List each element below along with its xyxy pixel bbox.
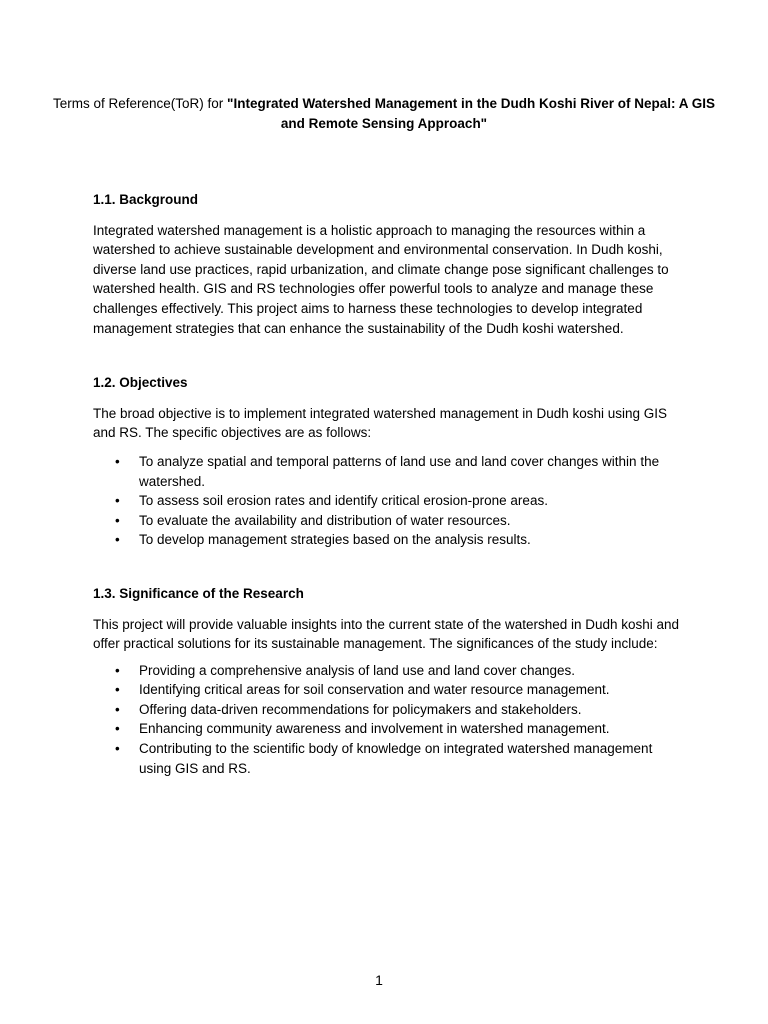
list-item [93,719,683,739]
bullet-icon: • [115,741,120,757]
list-item [93,739,683,778]
significance-paragraph: This project will provide valuable insights into the current state of the watershed in Dudh koshi and offer practical solutions for its sustainable management. The significances of the study include: [93,616,680,652]
page-number: 1 [375,972,383,988]
significance-list [93,661,683,779]
list-item [93,491,683,511]
bullet-icon: • [115,682,120,698]
bullet-icon: • [115,493,120,509]
objectives-paragraph: The broad objective is to implement integrated watershed management in Dudh koshi using GIS and RS. The specific objectives are as follows: [93,405,668,441]
list-item [93,511,683,531]
bullet-icon: • [115,512,120,528]
list-item [93,700,683,720]
list-item-text: Offering data-driven recommendations for policymakers and stakeholders. [139,701,582,717]
objectives-list [93,452,683,550]
section-heading-background: 1.1. Background [93,192,199,207]
bullet-icon: • [115,701,120,717]
section-background [93,190,683,338]
bullet-icon: • [115,453,120,469]
list-item-text: Contributing to the scientific body of knowledge on integrated watershed management using GIS and RS. [139,741,653,776]
section-significance [93,584,683,778]
bullet-icon: • [115,532,120,548]
list-item-text: Providing a comprehensive analysis of land use and land cover changes. [139,662,576,678]
list-item-text: To develop management strategies based on the analysis results. [139,532,531,548]
section-heading-objectives: 1.2. Objectives [93,375,188,391]
list-item [93,452,683,491]
list-item-text: To assess soil erosion rates and identify critical erosion-prone areas. [139,493,548,509]
document-body [93,190,683,814]
background-paragraph: Integrated watershed management is a holistic approach to managing the resources within a watershed to achieve sustainable development and environmental conservation. In Dudh koshi, diverse land use practices, rapid urbanization, and climate change pose significant challenges to watershed health. GIS and RS technologies offer powerful tools to analyze and manage these challenges effectively. This project aims to harness these technologies to develop integrated management strategies that can enhance the sustainability of the Dudh koshi watershed. [93,222,669,336]
bullet-icon: • [115,721,120,737]
list-item-text: To analyze spatial and temporal patterns of land use and land cover changes within the watershed. [139,453,660,489]
bullet-icon: • [115,662,120,678]
list-item-text: To evaluate the availability and distribution of water resources. [139,512,511,528]
list-item [93,530,683,550]
list-item [93,680,683,700]
document-title [40,94,728,134]
list-item-text: Enhancing community awareness and involvement in watershed management. [139,721,610,737]
title-prefix: Terms of Reference(ToR) for [52,96,228,111]
title-bold: "Integrated Watershed Management in the Dudh Koshi River of Nepal: A GIS and Remote Sensing Approach" [227,96,716,131]
list-item-text: Identifying critical areas for soil conservation and water resource management. [139,682,610,698]
section-objectives [93,373,683,550]
section-heading-significance: 1.3. Significance of the Research [93,585,304,601]
list-item [93,661,683,681]
